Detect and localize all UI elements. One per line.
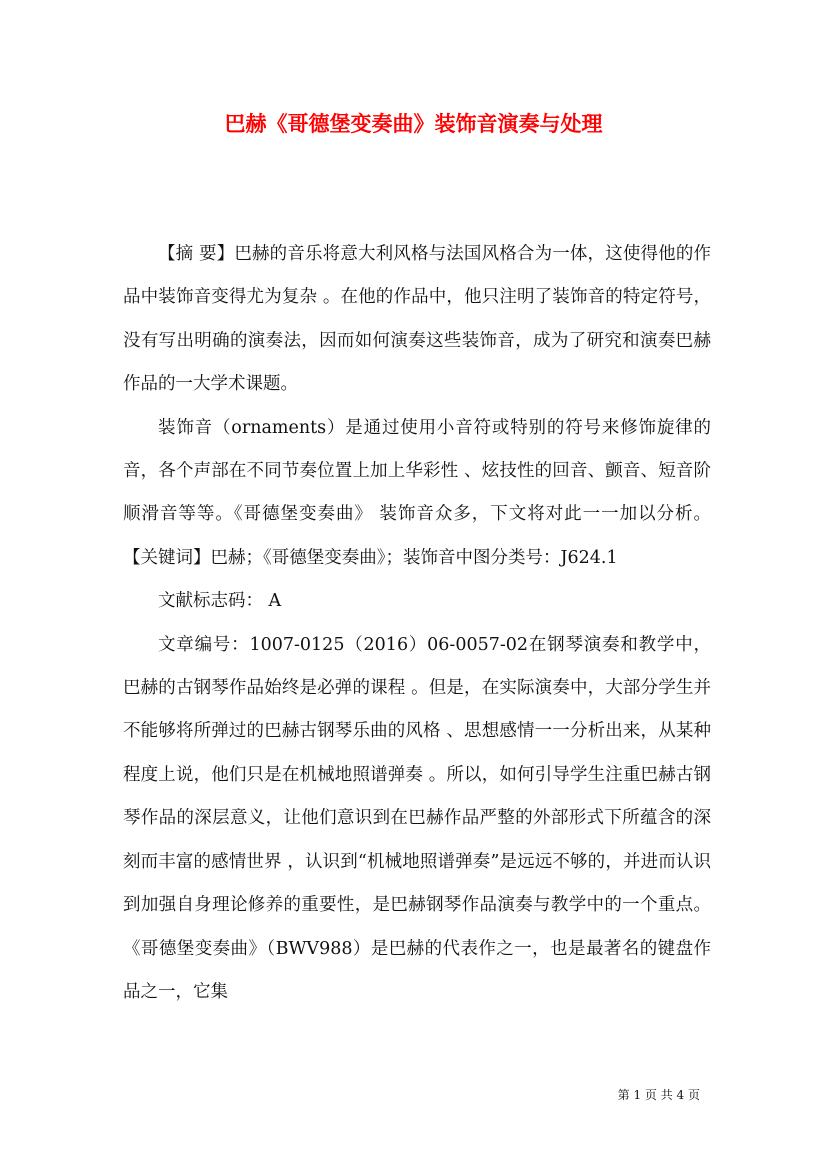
document-title: 巴赫《哥德堡变奏曲》装饰音演奏与处理: [224, 111, 603, 136]
paragraph-article-number: 文章编号：1007-0125（2016）06-0057-02在钢琴演奏和教学中，巴赫的古钢琴作品始终是必弹的课程 。但是，在实际演奏中，大部分学生并不能够将所弹过的巴赫古钢琴乐曲的风格 、思想感情一一分析出来，从某种程度上说，他们只是在机械地照谱弹奏 。所以，如何引导学生注重巴赫古钢琴作品的深层意义，让他们意识到在巴赫作品严整的外部形式下所蕴含的深刻而丰富的感情世界 ，认识到“机械地照谱弹奏”是远远不够的，并进而认识到加强自身理论修养的重要性，是巴赫钢琴作品演奏与教学中的一个重点。《哥德堡变奏曲》（BWV988）是巴赫的代表作之一，也是最著名的键盘作品之一，它集: [123, 634, 711, 1002]
paragraph-document-code: 文献标志码： A: [158, 591, 282, 612]
paragraph-ornaments: 装饰音（ornaments）是通过使用小音符或特别的符号来修饰旋律的音，各个声部在不同节奏位置上加上华彩性 、炫技性的回音、颤音、短音阶顺滑音等等。《哥德堡变奏曲》 装饰音众多，下文将对此一一加以分析。 【关键词】巴赫；《哥德堡变奏曲》；装饰音中图分类号：J624.1: [123, 417, 711, 568]
page-number-footer: 第 1 页 共 4 页: [617, 1088, 700, 1102]
document-body: [123, 233, 711, 1014]
paragraph-abstract: 【摘 要】巴赫的音乐将意大利风格与法国风格合为一体，这使得他的作品中装饰音变得尤为复杂 。在他的作品中，他只注明了装饰音的特定符号，没有写出明确的演奏法，因而如何演奏这些装饰音，成为了研究和演奏巴赫作品的一大学术课题。: [123, 244, 711, 395]
